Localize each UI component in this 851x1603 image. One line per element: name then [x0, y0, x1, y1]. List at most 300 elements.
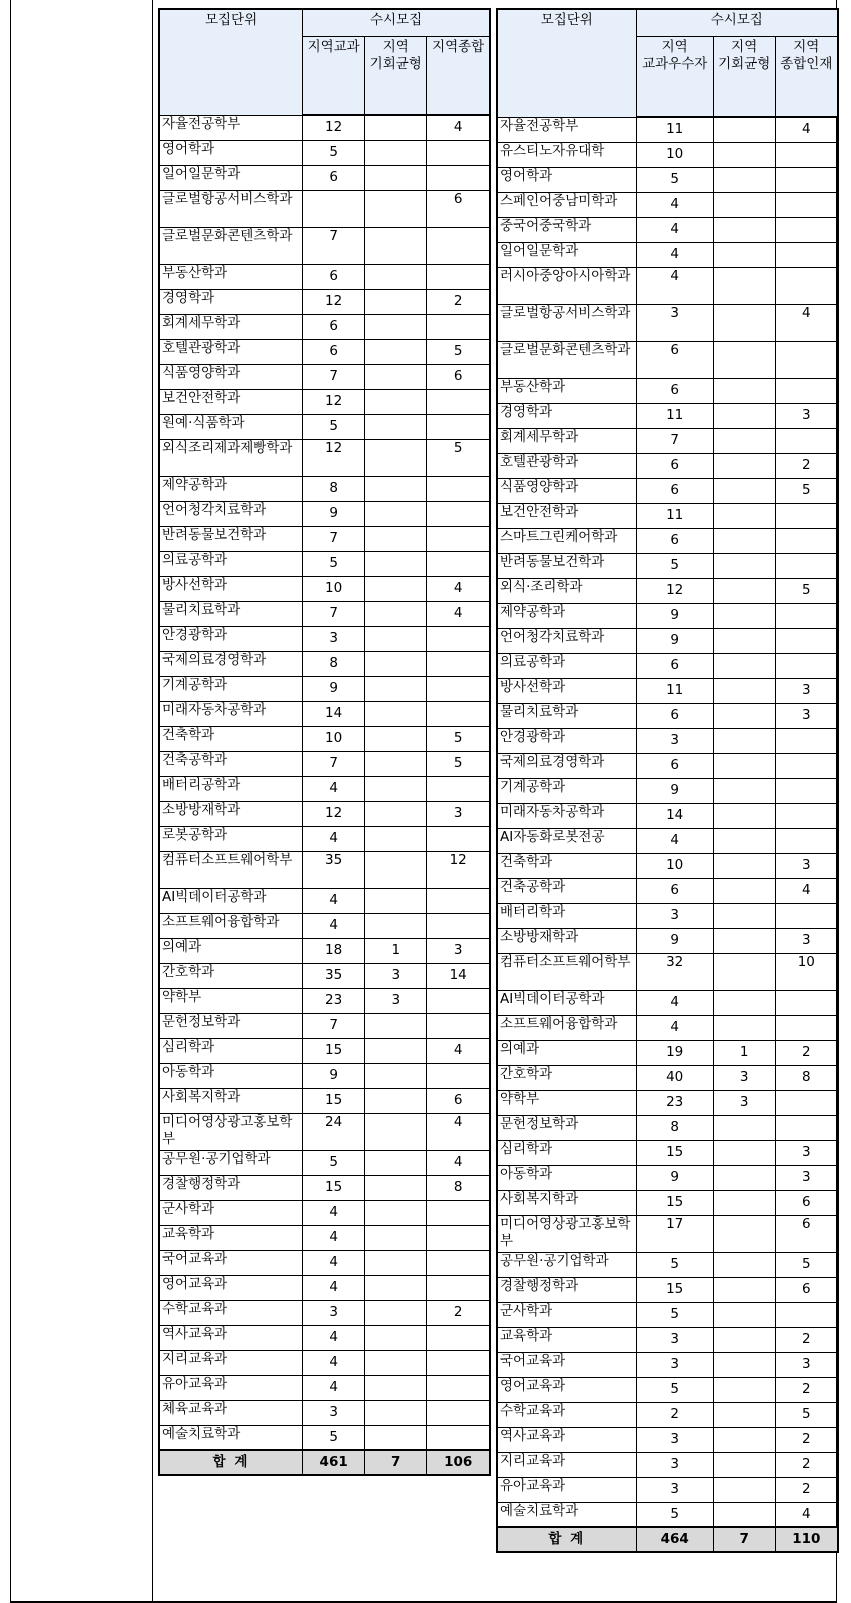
count-cell: 3 [427, 938, 490, 963]
table-row [497, 1277, 838, 1302]
count-cell [427, 389, 490, 414]
count-cell [775, 828, 838, 853]
count-cell [427, 476, 490, 501]
count-cell: 6 [775, 1215, 838, 1252]
count-cell [713, 192, 775, 217]
count-cell: 4 [303, 888, 365, 913]
count-cell [365, 551, 427, 576]
count-cell [365, 888, 427, 913]
unit-name-cell: 안경광학과 [159, 626, 303, 651]
table-row [159, 227, 490, 264]
total-value: 7 [713, 1527, 775, 1552]
table-row [159, 264, 490, 289]
count-cell [365, 801, 427, 826]
count-cell [365, 913, 427, 938]
count-cell [365, 701, 427, 726]
unit-name-cell: 소프트웨어융합학과 [497, 1015, 636, 1040]
count-cell: 4 [427, 1150, 490, 1175]
unit-name-cell: 방사선학과 [159, 576, 303, 601]
count-cell [775, 142, 838, 167]
unit-name-cell: 의료공학과 [159, 551, 303, 576]
count-cell: 2 [775, 453, 838, 478]
count-cell: 3 [636, 1427, 713, 1452]
count-cell [713, 728, 775, 753]
count-cell [775, 378, 838, 403]
count-cell: 15 [636, 1277, 713, 1302]
count-cell [365, 651, 427, 676]
count-cell [713, 1327, 775, 1352]
count-cell [365, 1225, 427, 1250]
count-cell: 8 [775, 1065, 838, 1090]
table-row [497, 1165, 838, 1190]
count-cell [775, 603, 838, 628]
table-row [159, 1375, 490, 1400]
count-cell: 4 [427, 1038, 490, 1063]
header-recruit-unit: 모집단위 [497, 9, 636, 117]
count-cell [713, 753, 775, 778]
count-cell [775, 903, 838, 928]
count-cell: 6 [636, 378, 713, 403]
header-early-admission: 수시모집 [636, 9, 838, 37]
unit-name-cell: 컴퓨터소프트웨어학부 [497, 953, 636, 990]
count-cell: 3 [303, 1400, 365, 1425]
table-row [497, 990, 838, 1015]
count-cell: 6 [303, 339, 365, 364]
unit-name-cell: 기계공학과 [159, 676, 303, 701]
count-cell: 4 [427, 576, 490, 601]
count-cell [713, 117, 775, 142]
count-cell: 4 [303, 1375, 365, 1400]
count-cell: 7 [303, 751, 365, 776]
count-cell: 3 [303, 626, 365, 651]
count-cell [713, 653, 775, 678]
count-cell: 6 [427, 1088, 490, 1113]
count-cell: 8 [303, 476, 365, 501]
unit-name-cell: 반려동물보건학과 [497, 553, 636, 578]
unit-name-cell: 경영학과 [497, 403, 636, 428]
count-cell: 14 [303, 701, 365, 726]
count-cell: 10 [636, 853, 713, 878]
table-row [497, 1140, 838, 1165]
unit-name-cell: AI빅데이터공학과 [497, 990, 636, 1015]
count-cell: 6 [303, 165, 365, 190]
count-cell [713, 853, 775, 878]
table-row [497, 603, 838, 628]
total-value: 7 [365, 1450, 427, 1475]
count-cell: 40 [636, 1065, 713, 1090]
table-row [159, 501, 490, 526]
total-label: 합 계 [159, 1450, 303, 1475]
count-cell [365, 576, 427, 601]
count-cell [365, 190, 427, 227]
count-cell: 5 [636, 1252, 713, 1277]
unit-name-cell: 방사선학과 [497, 678, 636, 703]
count-cell [427, 676, 490, 701]
unit-name-cell: 러시아중앙아시아학과 [497, 267, 636, 304]
unit-name-cell: 체육교육과 [159, 1400, 303, 1425]
count-cell [365, 389, 427, 414]
unit-name-cell: 간호학과 [497, 1065, 636, 1090]
count-cell: 2 [427, 1300, 490, 1325]
count-cell: 12 [303, 801, 365, 826]
count-cell: 4 [303, 826, 365, 851]
table-row [497, 378, 838, 403]
table-row [497, 1065, 838, 1090]
table-row [497, 167, 838, 192]
count-cell [427, 651, 490, 676]
count-cell [427, 1375, 490, 1400]
unit-name-cell: 의료공학과 [497, 653, 636, 678]
unit-name-cell: 교육학과 [159, 1225, 303, 1250]
count-cell [713, 1165, 775, 1190]
table-row [159, 140, 490, 165]
count-cell [775, 242, 838, 267]
count-cell: 12 [303, 439, 365, 476]
table-row [497, 803, 838, 828]
count-cell [427, 551, 490, 576]
table-row [159, 1200, 490, 1225]
table-row [497, 828, 838, 853]
table-row [159, 364, 490, 389]
count-cell: 4 [636, 217, 713, 242]
count-cell: 2 [775, 1427, 838, 1452]
unit-name-cell: 글로벌문화콘텐츠학과 [497, 341, 636, 378]
table-row [497, 878, 838, 903]
count-cell: 6 [427, 364, 490, 389]
table-row [159, 1350, 490, 1375]
count-cell: 5 [303, 1425, 365, 1450]
count-cell: 3 [775, 928, 838, 953]
unit-name-cell: 건축공학과 [497, 878, 636, 903]
table-row [159, 389, 490, 414]
header-col-regional-comprehensive: 지역종합 [427, 37, 490, 116]
table-row [159, 888, 490, 913]
unit-name-cell: 심리학과 [497, 1140, 636, 1165]
count-cell: 3 [303, 1300, 365, 1325]
table-row [159, 414, 490, 439]
count-cell [427, 1425, 490, 1450]
count-cell [713, 803, 775, 828]
count-cell: 2 [775, 1452, 838, 1477]
table-row [497, 1477, 838, 1502]
table-row [159, 676, 490, 701]
count-cell: 4 [427, 1113, 490, 1150]
unit-name-cell: 지리교육과 [497, 1452, 636, 1477]
count-cell: 10 [303, 576, 365, 601]
unit-name-cell: 국제의료경영학과 [159, 651, 303, 676]
count-cell: 9 [636, 778, 713, 803]
count-cell: 5 [303, 1150, 365, 1175]
count-cell: 11 [636, 403, 713, 428]
count-cell [775, 1115, 838, 1140]
table-row [159, 913, 490, 938]
table-row [497, 142, 838, 167]
unit-name-cell: 영어교육과 [159, 1275, 303, 1300]
left-margin-column [10, 0, 153, 1603]
table-row [159, 476, 490, 501]
unit-name-cell: 공무원·공기업학과 [159, 1150, 303, 1175]
table-row [159, 551, 490, 576]
count-cell [365, 1425, 427, 1450]
count-cell: 3 [427, 801, 490, 826]
count-cell [365, 851, 427, 888]
count-cell [365, 751, 427, 776]
table-row [497, 578, 838, 603]
count-cell: 10 [636, 142, 713, 167]
count-cell [775, 1015, 838, 1040]
count-cell: 6 [636, 878, 713, 903]
count-cell [713, 142, 775, 167]
count-cell [365, 1300, 427, 1325]
count-cell: 23 [636, 1090, 713, 1115]
count-cell [775, 341, 838, 378]
count-cell [713, 478, 775, 503]
count-cell [365, 1150, 427, 1175]
count-cell: 10 [303, 726, 365, 751]
count-cell [775, 628, 838, 653]
count-cell: 5 [636, 1302, 713, 1327]
unit-name-cell: 약학부 [497, 1090, 636, 1115]
unit-name-cell: 경영학과 [159, 289, 303, 314]
count-cell: 12 [303, 389, 365, 414]
count-cell [713, 778, 775, 803]
count-cell [427, 1350, 490, 1375]
count-cell: 5 [427, 751, 490, 776]
table-row [159, 651, 490, 676]
table-row [159, 826, 490, 851]
table-row [497, 753, 838, 778]
count-cell: 6 [775, 1190, 838, 1215]
count-cell [427, 1325, 490, 1350]
count-cell: 5 [775, 478, 838, 503]
count-cell [365, 1200, 427, 1225]
count-cell: 8 [636, 1115, 713, 1140]
count-cell: 9 [303, 501, 365, 526]
count-cell [365, 439, 427, 476]
count-cell [427, 888, 490, 913]
count-cell [365, 227, 427, 264]
unit-name-cell: 기계공학과 [497, 778, 636, 803]
table-row [159, 190, 490, 227]
count-cell [427, 626, 490, 651]
table-row [159, 289, 490, 314]
unit-name-cell: 미디어영상광고홍보학부 [159, 1113, 303, 1150]
unit-name-cell: 건축학과 [497, 853, 636, 878]
table-row [497, 528, 838, 553]
count-cell [713, 1477, 775, 1502]
unit-name-cell: 공무원·공기업학과 [497, 1252, 636, 1277]
count-cell [427, 140, 490, 165]
count-cell [775, 192, 838, 217]
count-cell: 9 [303, 676, 365, 701]
count-cell [427, 1250, 490, 1275]
count-cell: 6 [303, 264, 365, 289]
header-col-regional-talent: 지역 종합인재 [775, 37, 838, 118]
count-cell: 3 [775, 1140, 838, 1165]
table-row [497, 1352, 838, 1377]
unit-name-cell: 의예과 [497, 1040, 636, 1065]
table-row [159, 1113, 490, 1150]
count-cell: 8 [427, 1175, 490, 1200]
count-cell [427, 826, 490, 851]
count-cell [365, 1113, 427, 1150]
count-cell: 19 [636, 1040, 713, 1065]
count-cell: 6 [427, 190, 490, 227]
count-cell [427, 227, 490, 264]
count-cell: 4 [636, 990, 713, 1015]
unit-name-cell: 예술치료학과 [497, 1502, 636, 1527]
count-cell: 3 [636, 1477, 713, 1502]
count-cell [427, 501, 490, 526]
table-row [159, 1400, 490, 1425]
count-cell: 3 [775, 1352, 838, 1377]
count-cell [713, 1402, 775, 1427]
unit-name-cell: 군사학과 [159, 1200, 303, 1225]
count-cell [365, 1088, 427, 1113]
table-row [159, 115, 490, 140]
count-cell [365, 289, 427, 314]
header-col-regional-subject: 지역교과 [303, 37, 365, 116]
unit-name-cell: 자율전공학부 [159, 115, 303, 140]
count-cell: 4 [303, 913, 365, 938]
table-row [497, 1015, 838, 1040]
unit-name-cell: 부동산학과 [159, 264, 303, 289]
count-cell [713, 903, 775, 928]
total-label: 합 계 [497, 1527, 636, 1552]
table-row [497, 304, 838, 341]
count-cell [427, 1063, 490, 1088]
count-cell: 3 [775, 403, 838, 428]
unit-name-cell: 문헌정보학과 [159, 1013, 303, 1038]
table-row [497, 1215, 838, 1252]
unit-name-cell: 원예·식품학과 [159, 414, 303, 439]
count-cell [365, 1325, 427, 1350]
count-cell [713, 990, 775, 1015]
table-row [159, 314, 490, 339]
count-cell: 3 [636, 304, 713, 341]
unit-name-cell: 일어일문학과 [159, 165, 303, 190]
count-cell: 4 [303, 1275, 365, 1300]
count-cell [713, 428, 775, 453]
count-cell [775, 803, 838, 828]
count-cell [713, 1377, 775, 1402]
count-cell: 6 [775, 1277, 838, 1302]
count-cell: 4 [303, 1250, 365, 1275]
count-cell [775, 1302, 838, 1327]
count-cell: 6 [636, 528, 713, 553]
table-row [497, 1090, 838, 1115]
unit-name-cell: 글로벌항공서비스학과 [159, 190, 303, 227]
count-cell: 5 [636, 1377, 713, 1402]
table-row [159, 1275, 490, 1300]
count-cell: 17 [636, 1215, 713, 1252]
unit-name-cell: 수학교육과 [159, 1300, 303, 1325]
unit-name-cell: 소프트웨어융합학과 [159, 913, 303, 938]
table-row [497, 853, 838, 878]
unit-name-cell: 국어교육과 [497, 1352, 636, 1377]
count-cell: 15 [636, 1190, 713, 1215]
unit-name-cell: 로봇공학과 [159, 826, 303, 851]
unit-name-cell: 부동산학과 [497, 378, 636, 403]
count-cell [427, 314, 490, 339]
table-row [159, 601, 490, 626]
unit-name-cell: 의예과 [159, 938, 303, 963]
unit-name-cell: 심리학과 [159, 1038, 303, 1063]
count-cell: 1 [365, 938, 427, 963]
table-row [497, 1252, 838, 1277]
count-cell [713, 578, 775, 603]
table-row [159, 1250, 490, 1275]
total-value: 461 [303, 1450, 365, 1475]
count-cell [365, 776, 427, 801]
count-cell: 3 [636, 1352, 713, 1377]
unit-name-cell: 반려동물보건학과 [159, 526, 303, 551]
unit-name-cell: 호텔관광학과 [159, 339, 303, 364]
total-row [497, 1527, 838, 1552]
table-row [497, 341, 838, 378]
count-cell [713, 341, 775, 378]
count-cell [713, 703, 775, 728]
count-cell: 7 [303, 227, 365, 264]
count-cell [365, 165, 427, 190]
table-row [497, 1302, 838, 1327]
count-cell [365, 364, 427, 389]
count-cell [365, 414, 427, 439]
count-cell [365, 1063, 427, 1088]
unit-name-cell: 회계세무학과 [159, 314, 303, 339]
total-value: 464 [636, 1527, 713, 1552]
count-cell [365, 501, 427, 526]
unit-name-cell: 중국어중국학과 [497, 217, 636, 242]
table-row [497, 1427, 838, 1452]
count-cell: 5 [636, 167, 713, 192]
count-cell [713, 1302, 775, 1327]
count-cell [713, 1252, 775, 1277]
count-cell [427, 1013, 490, 1038]
count-cell [713, 553, 775, 578]
count-cell [713, 928, 775, 953]
table-row [497, 428, 838, 453]
table-row [497, 703, 838, 728]
count-cell: 35 [303, 963, 365, 988]
count-cell: 5 [427, 439, 490, 476]
unit-name-cell: 언어청각치료학과 [159, 501, 303, 526]
count-cell [365, 140, 427, 165]
table-row [497, 1452, 838, 1477]
count-cell: 5 [303, 140, 365, 165]
unit-name-cell: AI자동화로봇전공 [497, 828, 636, 853]
count-cell: 5 [427, 339, 490, 364]
count-cell [365, 264, 427, 289]
unit-name-cell: 건축공학과 [159, 751, 303, 776]
table-row [497, 478, 838, 503]
count-cell: 14 [636, 803, 713, 828]
count-cell: 5 [775, 578, 838, 603]
count-cell [713, 628, 775, 653]
count-cell [775, 167, 838, 192]
table-row [497, 628, 838, 653]
count-cell: 12 [427, 851, 490, 888]
count-cell [775, 753, 838, 778]
table-row [159, 1175, 490, 1200]
unit-name-cell: AI빅데이터공학과 [159, 888, 303, 913]
table-row [497, 928, 838, 953]
count-cell [713, 678, 775, 703]
count-cell: 15 [303, 1175, 365, 1200]
header-col-regional-opportunity: 지역 기회균형 [713, 37, 775, 118]
count-cell: 2 [775, 1377, 838, 1402]
table-row [497, 242, 838, 267]
